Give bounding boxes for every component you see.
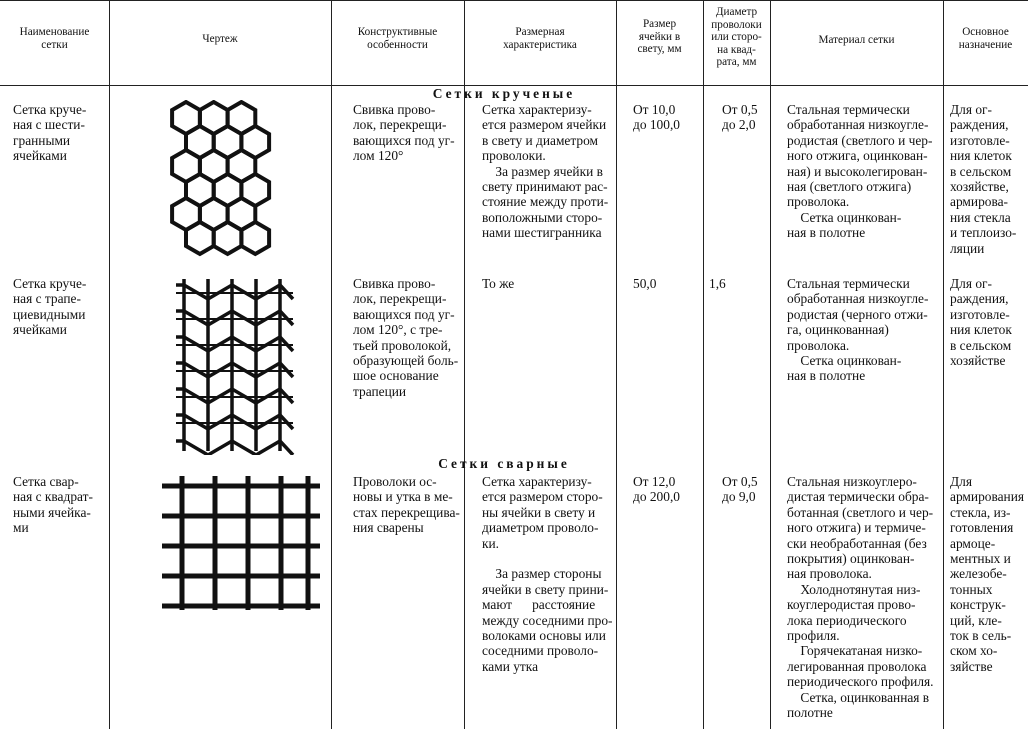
header-purpose: Основное назначение xyxy=(958,26,1013,51)
square-welded-mesh-drawing xyxy=(160,474,322,612)
row3-diameter: От 0,5 до 9,0 xyxy=(722,474,758,505)
header-cell-size: Размер ячейки в свету, мм xyxy=(637,18,682,56)
row3-cell-size: От 12,0 до 200,0 xyxy=(633,474,680,505)
row2-cell-size: 50,0 xyxy=(633,276,657,291)
row3-name: Сетка свар- ная с квадрат- ными ячейка- ми xyxy=(13,474,93,536)
hex-cell xyxy=(186,222,214,254)
row2-name: Сетка круче- ная с трапе- циевидными ячейками xyxy=(13,276,87,338)
row2-material: Стальная термически обработанная низкоугле- родистая (черного отжи- га, оцинкованная) проволока. Сетка оцинкован- ная в полотне xyxy=(787,276,929,384)
row1-name: Сетка круче- ная с шести- гранными ячейками xyxy=(13,102,87,164)
row3-size-characteristic: Сетка характеризу- ется размером сторо- ны ячейки в свету и диаметром проволо- ки. За размер стороны ячейки в свету прини- мают расстояние между соседними про- волоками основы или соседними проволо- ками утка xyxy=(482,474,613,674)
header-wire-diameter: Диаметр проволоки или сторо- на квад- рата, мм xyxy=(711,6,762,69)
col-divider-7 xyxy=(943,0,944,729)
header-features: Конструктивные особенности xyxy=(357,26,438,51)
header-size-characteristic: Размерная характеристика xyxy=(503,26,577,51)
row2-diameter: 1,6 xyxy=(709,276,726,291)
row1-size-characteristic: Сетка характеризу- ется размером ячейки в свету и диаметром проволоки. За размер ячейки в свету принимают рас- стояние между проти- воположными сторо- нами шестигранника xyxy=(482,102,609,241)
hex-cell xyxy=(241,222,269,254)
zigzag-wire xyxy=(176,441,293,455)
col-divider-1 xyxy=(109,0,110,729)
row3-features: Проволоки ос- новы и утка в ме- стах перекрещива- ния сварены xyxy=(353,474,460,536)
header-top-border xyxy=(0,0,1028,1)
trapezoidal-mesh-drawing xyxy=(172,275,297,455)
row2-purpose: Для ог- раждения, изготовле- ния клеток в сельском хозяйстве xyxy=(950,276,1012,369)
hexagonal-mesh-drawing xyxy=(170,100,285,276)
col-divider-4 xyxy=(616,0,617,729)
header-material: Материал сетки xyxy=(818,34,895,46)
section-title-twisted: Сетки крученые xyxy=(432,86,576,101)
row1-purpose: Для ог- раждения, изготовле- ния клеток в сельском хозяйстве, армирова- ния стекла и теплоизо- ляции xyxy=(950,102,1017,256)
header-name: Наименование сетки xyxy=(19,26,90,51)
row1-diameter: От 0,5 до 2,0 xyxy=(722,102,758,133)
row1-material: Стальная термически обработанная низкоугле- родистая (светлого и чер- ного отжига, оцинкован- ная) и высоколегирован- ная (светлого отжига) проволока. Сетка оцинкован- ная в полотне xyxy=(787,102,933,241)
row1-cell-size: От 10,0 до 100,0 xyxy=(633,102,680,133)
row2-features: Свивка прово- лок, перекрещи- вающихся под уг- лом 120°, с тре- тьей проволокой, образующей боль- шое основание трапеции xyxy=(353,276,459,399)
section-title-welded: Сетки сварные xyxy=(438,456,570,471)
row2-size-characteristic: То же xyxy=(482,276,515,291)
col-divider-6 xyxy=(770,0,771,729)
row3-purpose: Для армирования стекла, из- готовления армоце- ментных и железобе- тонных конструк- ций, кле- ток в сель- ском хо- зяйстве xyxy=(950,474,1025,674)
row3-material: Стальная низкоуглеро- дистая термически обра- ботанная (светлого и чер- ного отжига) и термиче- ски необработанная (без покрытия) оцинкован- ная проволока. Холоднотянутая низ- коуглеродистая прово- лока периодического профиля. Горячекатаная низко- легированная проволока периодического профиля. Сетка, оцинкованная в полотне xyxy=(787,474,934,721)
col-divider-3 xyxy=(464,0,465,729)
row1-features: Свивка прово- лок, перекрещи- вающихся под уг- лом 120° xyxy=(353,102,455,164)
hex-cell xyxy=(214,222,242,254)
header-drawing: Чертеж xyxy=(202,33,238,45)
col-divider-2 xyxy=(331,0,332,729)
col-divider-5 xyxy=(703,0,704,729)
